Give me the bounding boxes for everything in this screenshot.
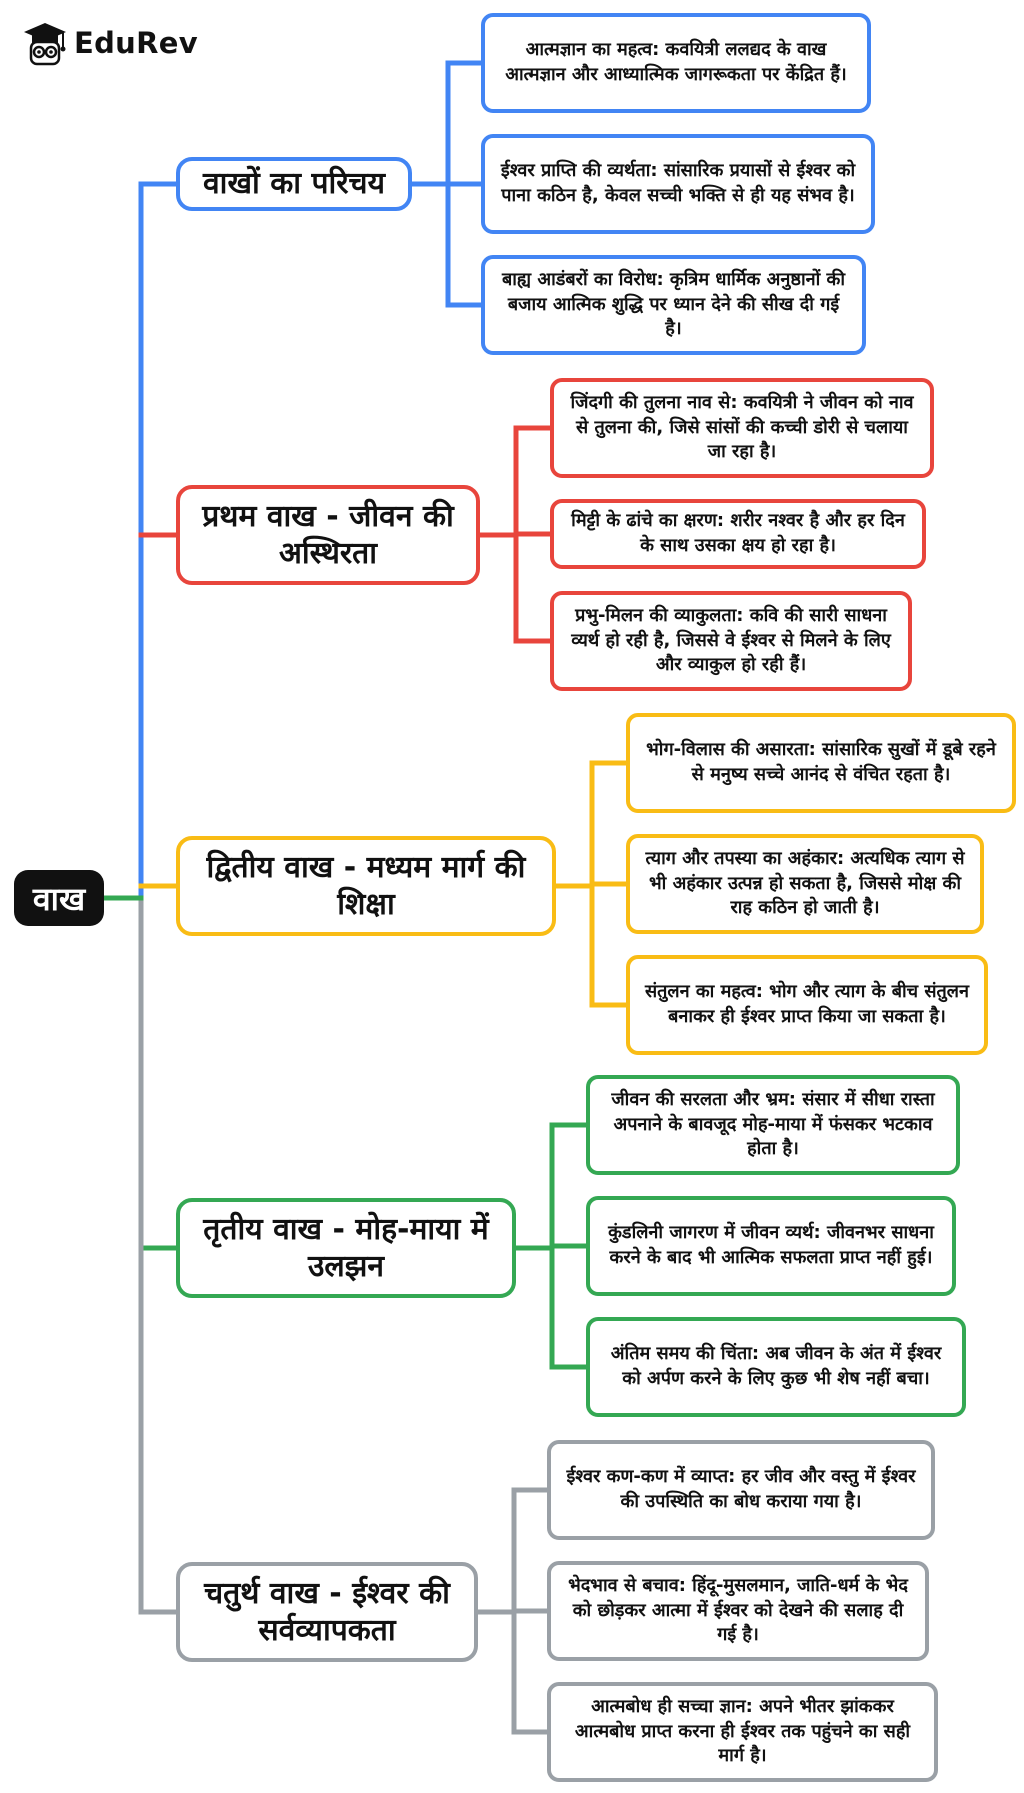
branch-node: द्वितीय वाख - मध्यम मार्ग की शिक्षा xyxy=(176,836,556,936)
leaf-node: भोग-विलास की असारता: सांसारिक सुखों में डूबे रहने से मनुष्य सच्चे आनंद से वंचित रहता है। xyxy=(626,713,1016,813)
branch-node: तृतीय वाख - मोह-माया में उलझन xyxy=(176,1198,516,1298)
branch-node: चतुर्थ वाख - ईश्वर की सर्वव्यापकता xyxy=(176,1562,478,1662)
leaf-node: ईश्वर प्राप्ति की व्यर्थता: सांसारिक प्रयासों से ईश्वर को पाना कठिन है, केवल सच्ची भक्ति से ही यह संभव है। xyxy=(481,134,875,234)
leaf-node: ईश्वर कण-कण में व्याप्त: हर जीव और वस्तु में ईश्वर की उपस्थिति का बोध कराया गया है। xyxy=(547,1440,935,1540)
leaf-node: त्याग और तपस्या का अहंकार: अत्यधिक त्याग से भी अहंकार उत्पन्न हो सकता है, जिससे मोक्ष की राह कठिन हो जाती है। xyxy=(626,834,984,934)
root-node: वाख xyxy=(14,870,104,926)
leaf-node: कुंडलिनी जागरण में जीवन व्यर्थ: जीवनभर साधना करने के बाद भी आत्मिक सफलता प्राप्त नहीं हुई। xyxy=(586,1196,956,1296)
leaf-node: आत्मबोध ही सच्चा ज्ञान: अपने भीतर झांककर आत्मबोध प्राप्त करना ही ईश्वर तक पहुंचने का सही मार्ग है। xyxy=(547,1682,938,1782)
leaf-node: आत्मज्ञान का महत्व: कवयित्री ललद्यद के वाख आत्मज्ञान और आध्यात्मिक जागरूकता पर केंद्रित हैं। xyxy=(481,13,871,113)
leaf-node: अंतिम समय की चिंता: अब जीवन के अंत में ईश्वर को अर्पण करने के लिए कुछ भी शेष नहीं बचा। xyxy=(586,1317,966,1417)
leaf-node: भेदभाव से बचाव: हिंदू-मुसलमान, जाति-धर्म के भेद को छोड़कर आत्मा में ईश्वर को देखने की सलाह दी गई है। xyxy=(547,1561,929,1661)
branch-node: प्रथम वाख - जीवन की अस्थिरता xyxy=(176,485,480,585)
leaf-node: जिंदगी की तुलना नाव से: कवयित्री ने जीवन को नाव से तुलना की, जिसे सांसों की कच्ची डोरी से चलाया जा रहा है। xyxy=(550,378,934,478)
leaf-node: संतुलन का महत्व: भोग और त्याग के बीच संतुलन बनाकर ही ईश्वर प्राप्त किया जा सकता है। xyxy=(626,955,988,1055)
leaf-node: प्रभु-मिलन की व्याकुलता: कवि की सारी साधना व्यर्थ हो रही है, जिससे वे ईश्वर से मिलने के लिए और व्याकुल हो रही हैं। xyxy=(550,591,912,691)
leaf-node: मिट्टी के ढांचे का क्षरण: शरीर नश्वर है और हर दिन के साथ उसका क्षय हो रहा है। xyxy=(550,499,926,569)
leaf-node: बाह्य आडंबरों का विरोध: कृत्रिम धार्मिक अनुष्ठानों की बजाय आत्मिक शुद्धि पर ध्यान देने की सीख दी गई है। xyxy=(481,255,866,355)
brand-name: EduRev xyxy=(74,26,198,60)
leaf-node: जीवन की सरलता और भ्रम: संसार में सीधा रास्ता अपनाने के बावजूद मोह-माया में फंसकर भटकाव होता है। xyxy=(586,1075,960,1175)
branch-node: वाखों का परिचय xyxy=(176,157,412,211)
